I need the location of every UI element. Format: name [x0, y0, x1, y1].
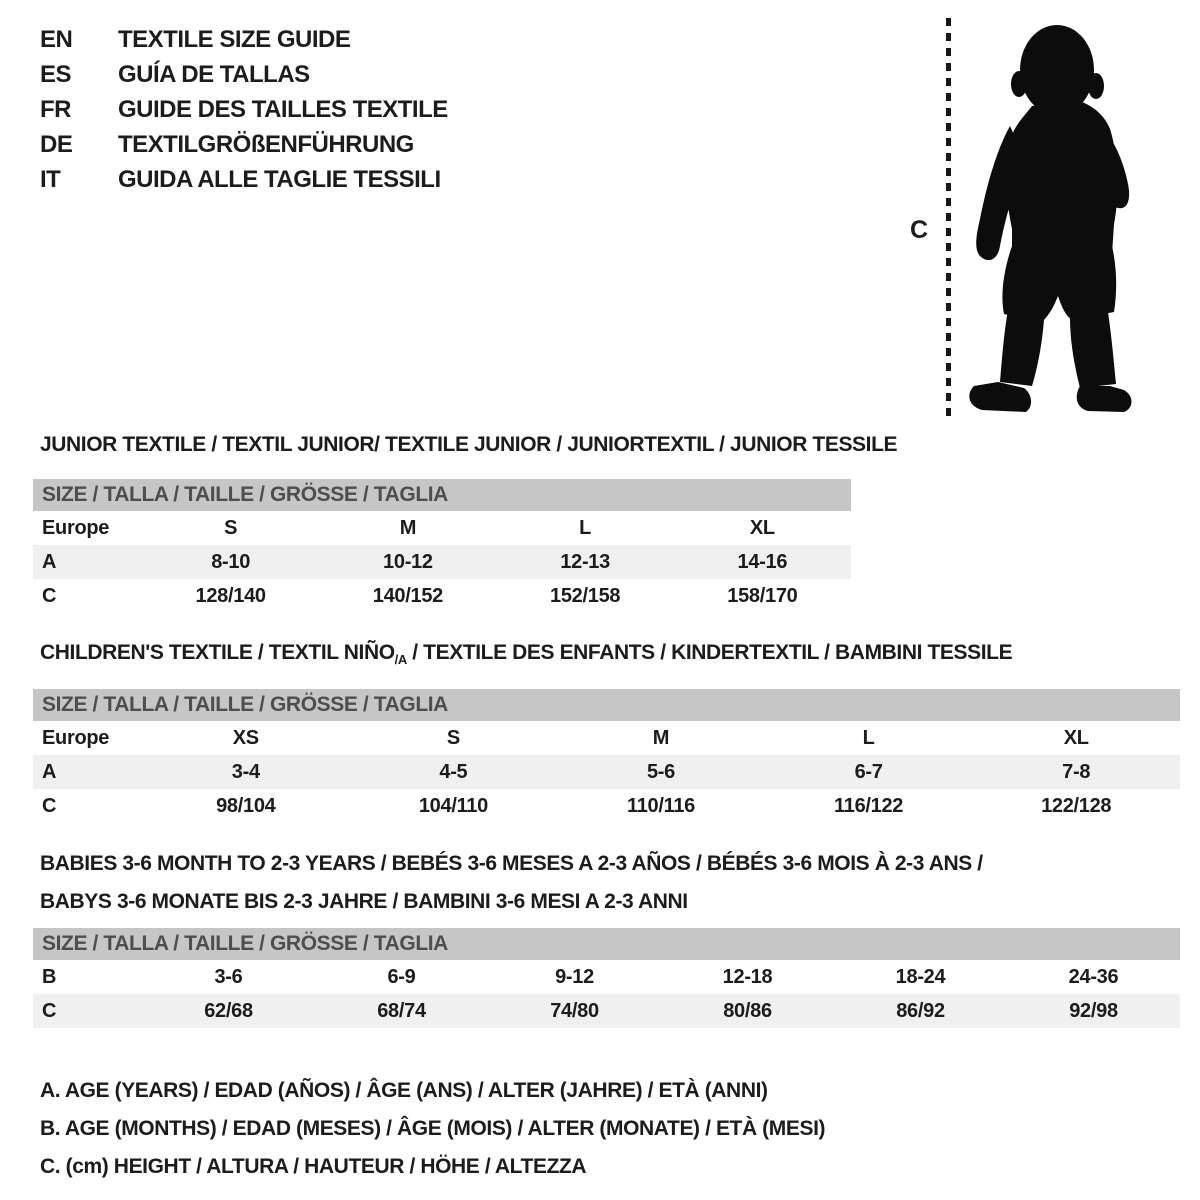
table-cell: 68/74: [377, 999, 426, 1022]
lang-title: GUIDA ALLE TAGLIE TESSILI: [118, 165, 441, 193]
table-cell: 110/116: [626, 794, 695, 817]
junior-section-title: JUNIOR TEXTILE / TEXTIL JUNIOR/ TEXTILE JUNIOR / JUNIORTEXTIL / JUNIOR TESSILE: [40, 433, 898, 456]
children-size-table: [33, 689, 1180, 823]
table-cell: 8-10: [211, 550, 251, 573]
size-header-band: SIZE / TALLA / TAILLE / GRÖSSE / TAGLIA: [33, 928, 1180, 960]
lang-title: GUÍA DE TALLAS: [118, 60, 310, 88]
table-row-height: [33, 789, 1180, 823]
babies-size-table: [33, 928, 1180, 1028]
row-label: C: [42, 999, 57, 1022]
legend-line-c: C. (cm) HEIGHT / ALTURA / HAUTEUR / HÖHE / ALTEZZA: [40, 1155, 587, 1178]
table-cell: 10-12: [383, 550, 433, 573]
children-title-prefix: CHILDREN'S TEXTILE / TEXTIL NIÑO: [40, 641, 395, 664]
row-label: C: [42, 584, 57, 607]
lang-row-es: [40, 57, 448, 92]
row-label: C: [42, 794, 57, 817]
measurement-legend: [40, 1072, 825, 1186]
lang-code: ES: [40, 60, 72, 88]
table-cell: 3-4: [231, 760, 260, 783]
size-header-band: SIZE / TALLA / TAILLE / GRÖSSE / TAGLIA: [33, 689, 1180, 721]
children-title-suffix: / TEXTILE DES ENFANTS / KINDERTEXTIL / BAMBINI TESSILE: [406, 641, 1013, 664]
table-cell: L: [862, 726, 875, 749]
legend-line-a: A. AGE (YEARS) / EDAD (AÑOS) / ÂGE (ANS) / ALTER (JAHRE) / ETÀ (ANNI): [40, 1079, 768, 1102]
table-cell: 5-6: [646, 760, 675, 783]
toddler-silhouette-icon: [962, 14, 1140, 420]
table-cell: 122/128: [1041, 794, 1112, 817]
table-cell: 158/170: [727, 584, 798, 607]
table-cell: 7-8: [1062, 760, 1091, 783]
height-dashed-line: [946, 18, 951, 416]
table-cell: 74/80: [550, 999, 599, 1022]
children-section-title: [40, 641, 1012, 667]
lang-row-de: [40, 127, 448, 162]
table-cell: 98/104: [216, 794, 276, 817]
lang-row-en: [40, 22, 448, 57]
table-cell: S: [446, 726, 460, 749]
lang-title: TEXTILE SIZE GUIDE: [118, 25, 351, 53]
row-label: A: [42, 760, 57, 783]
table-cell: 3-6: [214, 965, 243, 988]
lang-title: TEXTILGRÖßENFÜHRUNG: [118, 130, 414, 158]
table-cell: M: [652, 726, 670, 749]
table-row-europe: [33, 511, 851, 545]
table-cell: 6-9: [387, 965, 416, 988]
row-label: B: [42, 965, 57, 988]
legend-line-b: B. AGE (MONTHS) / EDAD (MESES) / ÂGE (MOIS) / ALTER (MONATE) / ETÀ (MESI): [40, 1117, 826, 1140]
babies-title-line1: BABIES 3-6 MONTH TO 2-3 YEARS / BEBÉS 3-6 MESES A 2-3 AÑOS / BÉBÉS 3-6 MOIS À 2-3 ANS /: [40, 852, 983, 875]
table-cell: 18-24: [895, 965, 946, 988]
babies-section-title: [40, 845, 983, 921]
lang-title: GUIDE DES TAILLES TEXTILE: [118, 95, 448, 123]
babies-title-line2: BABYS 3-6 MONATE BIS 2-3 JAHRE / BAMBINI 3-6 MESI A 2-3 ANNI: [40, 890, 688, 913]
table-cell: 9-12: [555, 965, 594, 988]
row-label: Europe: [42, 726, 110, 749]
table-row-age: [33, 755, 1180, 789]
height-measure-label: C: [910, 216, 929, 244]
table-cell: 104/110: [418, 794, 488, 817]
table-cell: 152/158: [550, 584, 621, 607]
table-cell: 128/140: [195, 584, 266, 607]
table-row-months: [33, 960, 1180, 994]
table-cell: 140/152: [372, 584, 443, 607]
lang-code: FR: [40, 95, 71, 123]
table-cell: XS: [232, 726, 259, 749]
table-cell: L: [579, 516, 592, 539]
table-row-height: [33, 579, 851, 613]
table-row-age: [33, 545, 851, 579]
table-cell: M: [399, 516, 417, 539]
table-row-europe: [33, 721, 1180, 755]
size-header-band: SIZE / TALLA / TAILLE / GRÖSSE / TAGLIA: [33, 479, 851, 511]
table-cell: 4-5: [439, 760, 468, 783]
table-cell: 6-7: [854, 760, 883, 783]
row-label: Europe: [42, 516, 110, 539]
table-cell: 80/86: [723, 999, 772, 1022]
junior-size-table: [33, 479, 851, 613]
table-row-height: [33, 994, 1180, 1028]
lang-code: IT: [40, 165, 61, 193]
table-cell: 92/98: [1069, 999, 1118, 1022]
table-cell: 116/122: [834, 794, 904, 817]
table-cell: S: [224, 516, 238, 539]
table-cell: 24-36: [1068, 965, 1119, 988]
table-cell: 86/92: [896, 999, 945, 1022]
table-cell: 14-16: [737, 550, 788, 573]
lang-row-it: [40, 162, 448, 197]
table-cell: 62/68: [204, 999, 253, 1022]
lang-code: EN: [40, 25, 73, 53]
table-cell: XL: [749, 516, 775, 539]
table-cell: 12-18: [722, 965, 773, 988]
lang-row-fr: [40, 92, 448, 127]
language-title-list: [40, 22, 448, 197]
table-cell: 12-13: [560, 550, 610, 573]
table-cell: XL: [1063, 726, 1089, 749]
children-title-sub: /A: [394, 652, 407, 668]
lang-code: DE: [40, 130, 73, 158]
row-label: A: [42, 550, 57, 573]
